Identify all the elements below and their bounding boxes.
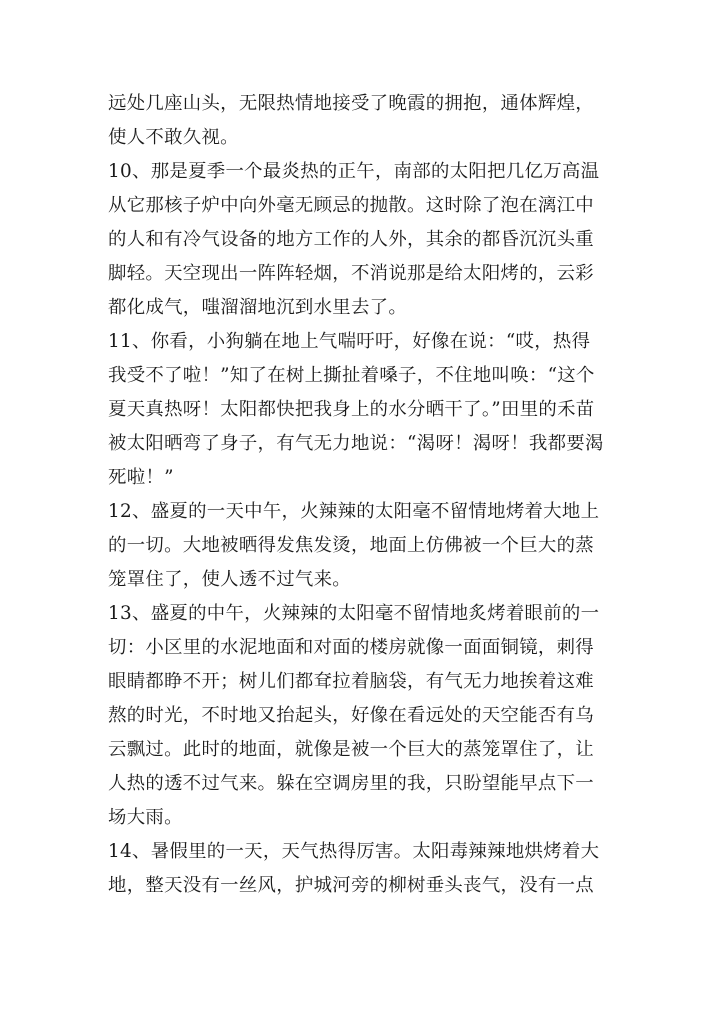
text-line: 从它那核子炉中向外毫无顾忌的抛散。这时除了泡在漓江中 [108,195,594,216]
text-line: 11、你看，小狗躺在地上气喘吁吁，好像在说：“哎，热得 [108,331,591,352]
text-line: 都化成气，嗤溜溜地沉到水里去了。 [108,297,408,318]
text-line: 的人和有冷气设备的地方工作的人外，其余的都昏沉沉头重 [108,229,594,250]
document-body [108,87,628,903]
text-line: 脚轻。天空现出一阵阵轻烟，不消说那是给太阳烤的，云彩 [108,263,594,284]
text-line: 远处几座山头，无限热情地接受了晚霞的拥抱，通体辉煌， [108,93,594,114]
text-line: 切：小区里的水泥地面和对面的楼房就像一面面铜镜，刺得 [108,637,594,658]
text-line: 场大雨。 [108,807,183,828]
text-line: 眼睛都睁不开；树儿们都耷拉着脑袋，有气无力地挨着这难 [108,671,594,692]
text-line: 12、盛夏的一天中午，火辣辣的太阳毫不留情地烤着大地上 [108,501,600,522]
text-line: 云飘过。此时的地面，就像是被一个巨大的蒸笼罩住了，让 [108,739,594,760]
text-line: 夏天真热呀！太阳都快把我身上的水分晒干了。”田里的禾苗 [108,399,595,420]
text-line: 人热的透不过气来。躲在空调房里的我，只盼望能早点下一 [108,773,594,794]
text-line: 熬的时光，不时地又抬起头，好像在看远处的天空能否有乌 [108,705,594,726]
text-line: 使人不敢久视。 [108,127,239,148]
text-line: 14、暑假里的一天，天气热得厉害。太阳毒辣辣地烘烤着大 [108,841,600,862]
text-line: 地，整天没有一丝风，护城河旁的柳树垂头丧气，没有一点 [108,875,594,896]
text-line: 死啦！” [108,467,174,488]
text-line: 笼罩住了，使人透不过气来。 [108,569,351,590]
text-line: 的一切。大地被晒得发焦发烫，地面上仿佛被一个巨大的蒸 [108,535,594,556]
text-line: 10、那是夏季一个最炎热的正午，南部的太阳把几亿万高温 [108,161,600,182]
text-line: 13、盛夏的中午，火辣辣的太阳毫不留情地炙烤着眼前的一 [108,603,600,624]
text-line: 被太阳晒弯了身子，有气无力地说：“渴呀！渴呀！我都要渴 [108,433,604,454]
text-line: 我受不了啦！”知了在树上撕扯着嗓子，不住地叫唤：“这个 [108,365,595,386]
